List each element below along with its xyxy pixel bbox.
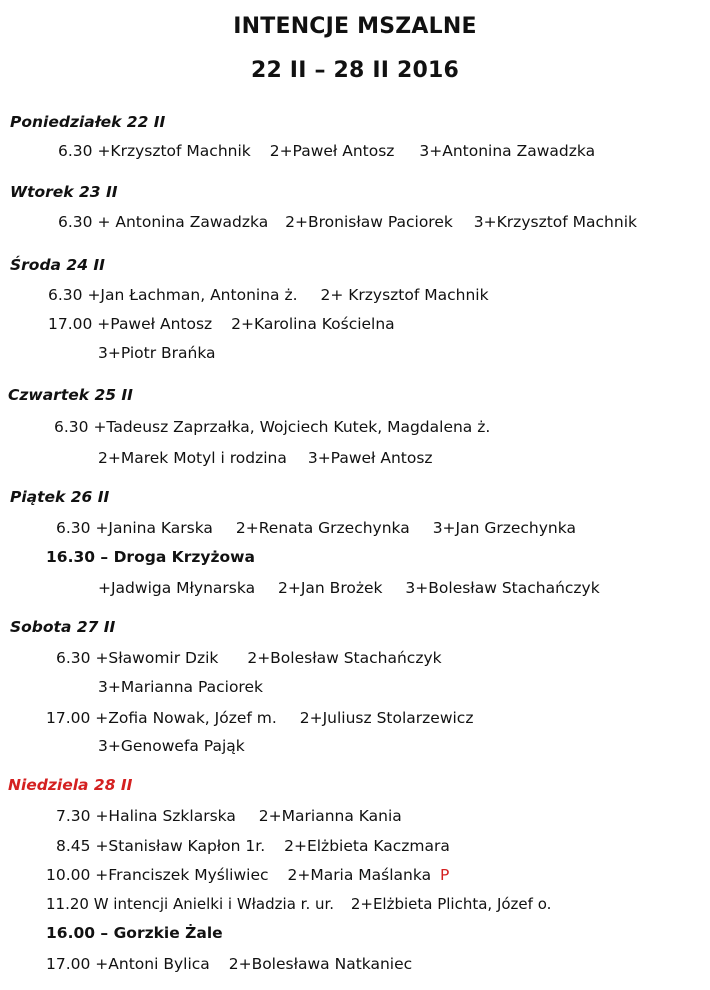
intention-line	[46, 866, 449, 884]
intention-entry: 7.30 +Halina Szklarska	[56, 807, 236, 825]
intention-entry: 17.00 +Antoni Bylica	[46, 955, 210, 973]
intention-line	[46, 955, 412, 973]
intention-line	[58, 142, 595, 160]
day-heading-sunday: Niedziela 28 II	[8, 776, 133, 794]
intention-line	[98, 737, 245, 755]
intention-entry: 2+Bolesława Natkaniec	[228, 955, 413, 973]
intention-line	[56, 837, 450, 855]
day-heading-tuesday: Wtorek 23 II	[10, 183, 118, 201]
intention-entry: 2+Juliusz Stolarzewicz	[299, 709, 474, 727]
intention-entry: 11.20 W intencji Anielki i Władzia r. ur.	[46, 895, 335, 913]
intention-line	[46, 709, 473, 727]
intention-line	[98, 579, 600, 597]
intention-line-service	[46, 548, 255, 566]
intention-entry: 6.30 +Janina Karska	[56, 519, 213, 537]
intention-entry: 2+Bronisław Paciorek	[285, 213, 453, 231]
day-heading-monday: Poniedziałek 22 II	[10, 113, 166, 131]
intention-entry: 6.30 +Tadeusz Zaprzałka, Wojciech Kutek, Magdalena ż.	[54, 418, 491, 436]
intention-entry: 3+Piotr Brańka	[98, 344, 216, 362]
intention-entry: 3+Genowefa Pająk	[98, 737, 245, 755]
intention-line	[54, 418, 490, 436]
intention-entry: 2+Jan Brożek	[278, 579, 383, 597]
intention-entry: 3+Bolesław Stachańczyk	[405, 579, 600, 597]
service-entry: 16.30 – Droga Krzyżowa	[46, 548, 255, 566]
intention-entry: 3+Jan Grzechynka	[432, 519, 576, 537]
intention-entry: 3+Marianna Paciorek	[98, 678, 263, 696]
intention-line-service	[46, 924, 223, 942]
intention-entry: 2+Karolina Kościelna	[231, 315, 395, 333]
page-date-range: 22 II – 28 II 2016	[250, 58, 460, 83]
intention-entry: 2+Elżbieta Kaczmara	[284, 837, 450, 855]
intention-entry: 2+Marek Motyl i rodzina	[98, 449, 287, 467]
intention-entry: 2+Marianna Kania	[258, 807, 402, 825]
service-entry: 16.00 – Gorzkie Żale	[46, 924, 223, 942]
intention-entry: 6.30 +Jan Łachman, Antonina ż.	[48, 286, 298, 304]
intention-line	[56, 519, 576, 537]
intention-entry: 2+Bolesław Stachańczyk	[247, 649, 442, 667]
intention-entry: 6.30 + Antonina Zawadzka	[58, 213, 269, 231]
intention-entry: 3+Antonina Zawadzka	[419, 142, 596, 160]
intention-entry: 2+ Krzysztof Machnik	[320, 286, 489, 304]
intention-line	[46, 895, 551, 913]
intention-entry: 6.30 +Krzysztof Machnik	[58, 142, 251, 160]
day-heading-saturday: Sobota 27 II	[10, 618, 116, 636]
day-heading-friday: Piątek 26 II	[10, 488, 110, 506]
intention-entry: 10.00 +Franciszek Myśliwiec	[46, 866, 269, 884]
intention-line	[98, 678, 263, 696]
intention-line	[48, 286, 489, 304]
intention-mark-p: P	[440, 866, 450, 884]
intention-entry: 6.30 +Sławomir Dzik	[56, 649, 219, 667]
intention-entry: 17.00 +Zofia Nowak, Józef m.	[46, 709, 277, 727]
intention-line	[56, 807, 402, 825]
intention-entry: 3+Krzysztof Machnik	[473, 213, 637, 231]
intention-entry: 2+Maria Maślanka	[287, 866, 432, 884]
page-title: INTENCJE MSZALNE	[233, 14, 477, 39]
day-heading-wednesday: Środa 24 II	[10, 256, 105, 274]
intention-entry: 2+Renata Grzechynka	[235, 519, 410, 537]
intention-entry: 3+Paweł Antosz	[307, 449, 433, 467]
intention-line	[58, 213, 637, 231]
intention-line	[98, 449, 433, 467]
intention-entry: +Jadwiga Młynarska	[98, 579, 256, 597]
intention-entry: 2+Elżbieta Plichta, Józef o.	[350, 895, 552, 913]
intention-line	[98, 344, 216, 362]
intention-entry: 17.00 +Paweł Antosz	[48, 315, 213, 333]
intention-line	[56, 649, 442, 667]
day-heading-thursday: Czwartek 25 II	[8, 386, 133, 404]
intention-entry: 8.45 +Stanisław Kapłon 1r.	[56, 837, 266, 855]
intention-line	[48, 315, 395, 333]
intention-entry: 2+Paweł Antosz	[269, 142, 395, 160]
